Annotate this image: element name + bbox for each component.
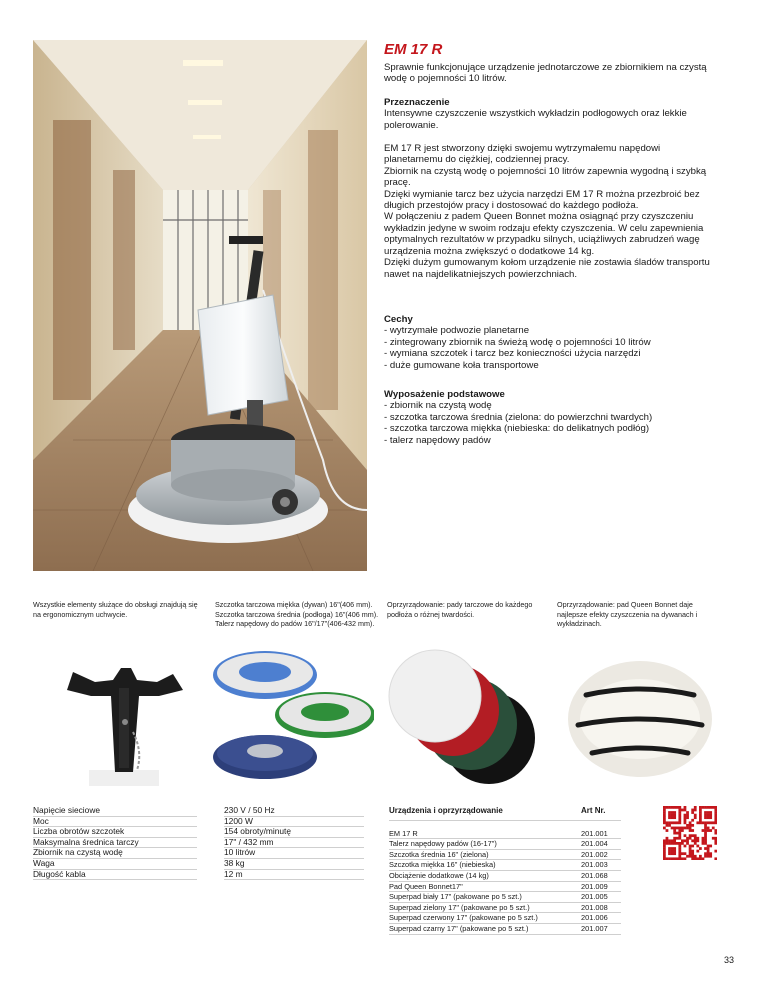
equipment-heading: Wyposażenie podstawowe <box>384 388 505 400</box>
description-paragraph: W połączeniu z padem Queen Bonnet można osiągnąć przy czyszczeniu wykładzin jedyne w swoim rodzaju efekty czyszczenia. W celu zapewnienia optymalnych rezultatów w przypadku silnych, uciążliwych zabrudzeń wagę urządzenia można zwiększyć o dodatkowe 14 kg. <box>384 211 704 257</box>
accessory-row <box>389 839 621 850</box>
accessory-row <box>389 871 621 882</box>
accessory-name: EM 17 R <box>389 828 418 838</box>
accessory-name: Obciążenie dodatkowe (14 kg) <box>389 870 489 880</box>
caption-line: podłoża o różnej twardości. <box>387 609 475 619</box>
caption-line: Oprzyrządowanie: pad Queen Bonnet daje <box>557 600 693 609</box>
product-description <box>384 42 720 458</box>
purpose-section <box>384 97 720 131</box>
accessory-art-number: 201.004 <box>581 839 608 849</box>
accessory-art-number: 201.001 <box>581 828 608 838</box>
accessory-name: Superpad zielony 17" (pakowane po 5 szt.) <box>389 902 530 912</box>
accessory-row <box>389 829 621 840</box>
accessory-name: Talerz napędowy padów (16-17") <box>389 839 497 849</box>
accessory-art-number: 201.003 <box>581 860 608 870</box>
accessory-name: Szczotka miękka 16" (niebieska) <box>389 860 496 870</box>
accessory-row <box>389 860 621 871</box>
spec-value: 230 V / 50 Hz <box>224 806 364 817</box>
accessories-header <box>389 806 621 821</box>
spec-label: Napięcie sieciowe <box>33 806 197 817</box>
accessory-name: Szczotka średnia 16" (zielona) <box>389 849 489 859</box>
description-paragraph: EM 17 R jest stworzony dzięki swojemu wytrzymałemu napędowi planetarnemu do ciężkiej, codziennej pracy. <box>384 143 661 166</box>
spec-label: Maksymalna średnica tarczy <box>33 838 197 849</box>
purpose-heading: Przeznaczenie <box>384 96 450 108</box>
accessory-row <box>389 850 621 861</box>
caption-pads <box>387 600 552 619</box>
description-paragraph: Zbiornik na czystą wodę o pojemności 10 litrów zapewnia wygodną i szybką pracę. <box>384 165 707 189</box>
product-title: EM 17 R <box>384 41 443 58</box>
features-section <box>384 314 720 371</box>
hero-photo <box>33 40 367 571</box>
caption-line: na ergonomicznym uchwycie. <box>33 609 128 619</box>
brushes-photo <box>210 645 374 790</box>
equipment-item: - szczotka tarczowa miękka (niebieska: do delikatnych podłóg) <box>384 423 650 435</box>
spec-value: 17" / 432 mm <box>224 838 364 849</box>
accessories-header-name: Urządzenia i oprzyrządowanie <box>389 806 503 815</box>
accessory-row <box>389 882 621 893</box>
qr-code-icon[interactable] <box>663 806 717 860</box>
queen-bonnet-photo <box>560 655 720 783</box>
feature-item: - wymiana szczotek i tarcz bez konieczności użycia narzędzi <box>384 348 641 360</box>
accessory-art-number: 201.009 <box>581 881 608 891</box>
description-paragraph: Dzięki dużym gumowanym kołom urządzenie nie zostawia śladów transportu nawet na najdelikatniejszych powierzchniach. <box>384 257 710 280</box>
spec-value: 154 obroty/minutę <box>224 827 364 838</box>
accessory-art-number: 201.006 <box>581 913 608 923</box>
caption-line: Szczotka tarczowa miękka (dywan) 16"(406 mm). <box>215 600 373 609</box>
accessories-header-art: Art Nr. <box>581 806 606 815</box>
spec-label: Zbiornik na czystą wodę <box>33 848 197 859</box>
accessories-table <box>389 806 621 935</box>
page-number: 33 <box>723 955 734 965</box>
caption-line: Oprzyrządowanie: pady tarczowe do każdego <box>387 600 533 609</box>
accessory-name: Superpad czarny 17" (pakowane po 5 szt.) <box>389 923 529 933</box>
spec-labels <box>33 806 197 880</box>
spec-value: 1200 W <box>224 817 364 828</box>
caption-line: Szczotka tarczowa średnia (podłoga) 16"(406 mm). <box>215 609 379 619</box>
spec-label: Waga <box>33 859 197 870</box>
spec-values <box>224 806 364 880</box>
spec-value: 10 litrów <box>224 848 364 859</box>
spec-value: 12 m <box>224 870 364 881</box>
caption-line: wykładzinach. <box>557 619 602 629</box>
accessory-row <box>389 924 621 935</box>
intro-text: Sprawnie funkcjonujące urządzenie jednotarczowe ze zbiornikiem na czystą wodę o pojemności 10 litrów. <box>384 62 707 85</box>
description-section <box>384 143 720 280</box>
feature-item: - zintegrowany zbiornik na świeżą wodę o pojemności 10 litrów <box>384 336 651 348</box>
equipment-item: - zbiornik na czystą wodę <box>384 400 492 412</box>
caption-line: Wszystkie elementy służące do obsługi znajdują się <box>33 600 198 609</box>
purpose-text: Intensywne czyszczenie wszystkich wykładzin podłogowych oraz lekkie polerowanie. <box>384 108 687 131</box>
accessory-art-number: 201.068 <box>581 870 608 880</box>
equipment-section <box>384 389 720 446</box>
equipment-item: - szczotka tarczowa średnia (zielona: do powierzchni twardych) <box>384 411 653 423</box>
caption-handle <box>33 600 198 619</box>
feature-item: - duże gumowane koła transportowe <box>384 359 539 371</box>
accessory-name: Superpad czerwony 17" (pakowane po 5 szt.) <box>389 913 538 923</box>
accessory-art-number: 201.005 <box>581 892 608 902</box>
spec-label: Liczba obrotów szczotek <box>33 827 197 838</box>
accessory-row <box>389 903 621 914</box>
accessory-art-number: 201.007 <box>581 923 608 933</box>
equipment-item: - talerz napędowy padów <box>384 434 491 446</box>
feature-item: - wytrzymałe podwozie planetarne <box>384 325 530 337</box>
features-heading: Cechy <box>384 313 413 325</box>
handle-photo <box>33 652 197 786</box>
spec-label: Moc <box>33 817 197 828</box>
accessory-row <box>389 892 621 903</box>
spec-label: Długość kabla <box>33 870 197 881</box>
spec-value: 38 kg <box>224 859 364 870</box>
caption-line: najlepsze efekty czyszczenia na dywanach i <box>557 609 698 619</box>
caption-brushes <box>215 600 380 629</box>
caption-line: Talerz napędowy do padów 16"/17"(406-432 mm). <box>215 619 375 629</box>
accessory-row <box>389 913 621 924</box>
caption-queen-bonnet <box>557 600 722 629</box>
pads-photo <box>387 648 547 788</box>
accessory-name: Superpad biały 17" (pakowane po 5 szt.) <box>389 892 522 902</box>
description-paragraph: Dzięki wymianie tarcz bez użycia narzędzi EM 17 R można przezbroić bez długich przestojów pracy i dostosować do każdego podłoża. <box>384 188 700 212</box>
accessory-art-number: 201.008 <box>581 902 608 912</box>
accessory-art-number: 201.002 <box>581 849 608 859</box>
accessory-name: Pad Queen Bonnet17" <box>389 881 463 891</box>
